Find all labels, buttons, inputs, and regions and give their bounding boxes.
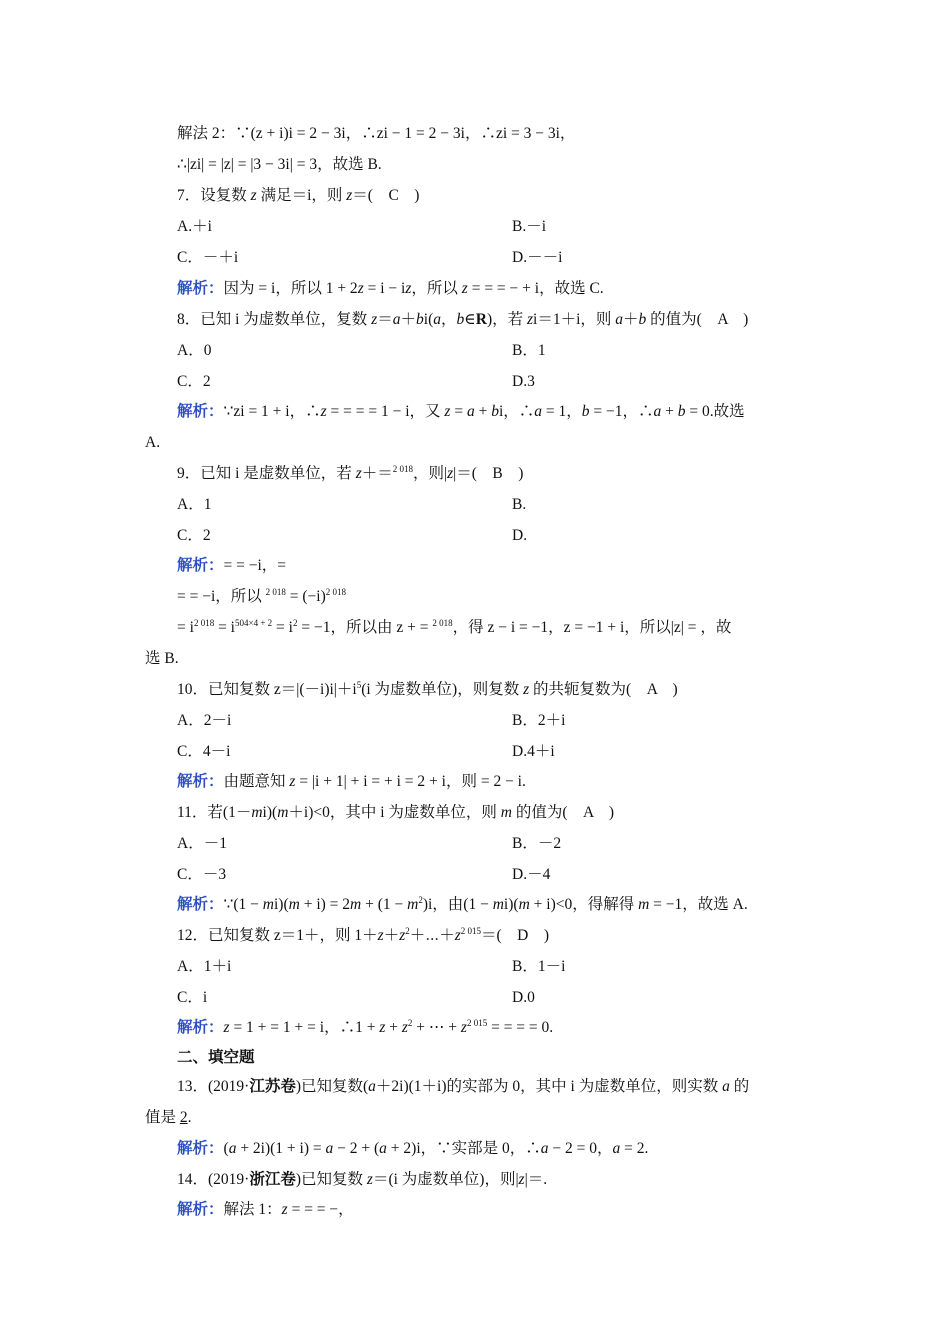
solution-label: 解析： bbox=[177, 280, 224, 297]
solution-label: 解析： bbox=[177, 896, 224, 913]
option-c: C．4－i bbox=[177, 743, 231, 760]
question-8-solution: 解析：∵zi = 1 + i，∴z = = = = 1 − i，又 z = a + bi，∴a = 1，b = −1，∴a + b = 0.故选 bbox=[177, 403, 745, 420]
option-c: C．2 bbox=[177, 527, 211, 544]
option-c: C．2 bbox=[177, 373, 211, 390]
question-13-stem: 13．(2019·江苏卷)已知复数(a＋2i)(1＋i)的实部为 0，其中 i 为虚数单位，则实数 a 的 bbox=[177, 1078, 750, 1095]
option-a: A．1＋i bbox=[177, 958, 232, 975]
solution-label: 解析： bbox=[177, 1140, 224, 1157]
option-a: A.＋i bbox=[177, 218, 212, 235]
option-b: B．－2 bbox=[512, 835, 562, 852]
question-10-stem: 10．已知复数 $z=|(-i)i|+i^5(i$ 为虚数单位)，则复数 z 的共轭复数为( A ) bbox=[177, 680, 678, 698]
question-8-stem: 8．已知 i 为虚数单位，复数 z＝a＋bi(a，b∈R)，若 zi＝1＋i，则 a＋b 的值为( A ) bbox=[177, 311, 749, 328]
option-d: D.－4 bbox=[512, 866, 551, 883]
option-b: B. bbox=[512, 496, 527, 513]
option-c: C．i bbox=[177, 989, 208, 1006]
question-14-stem: 14．(2019·浙江卷)已知复数 z＝(i 为虚数单位)，则|z|＝. bbox=[177, 1171, 548, 1188]
question-14-solution: 解析：解法 1：z = = = −， bbox=[177, 1201, 354, 1218]
option-a: A．1 bbox=[177, 496, 212, 513]
question-13-solution: 解析：(a + 2i)(1 + i) = a − 2 + (a + 2)i，∵实部是 0，∴a − 2 = 0，a = 2. bbox=[177, 1140, 649, 1157]
option-d: D.3 bbox=[512, 373, 535, 390]
option-d: D.0 bbox=[512, 989, 535, 1006]
solution-label: 解析： bbox=[177, 403, 224, 420]
option-b: B.－i bbox=[512, 218, 547, 235]
text-line: = $i^{2 018} = i^{504\times 4 + 2} = i^2 = -1$，所以由 z + = $^{2 018}$，得 z − i = −1，z = −1 + i，所以|z| = ，故 bbox=[177, 618, 732, 636]
option-b: B．2＋i bbox=[512, 712, 566, 729]
question-11-solution: 解析：∵(1 − $mi)(m + i) = 2m + (1 - m^2)i$，由(1 − mi)(m + i)<0，得解得 m = −1，故选 A. bbox=[177, 895, 748, 913]
section-title: 二、填空题 bbox=[177, 1049, 255, 1066]
question-10-solution: 解析：由题意知 z = |i + 1| + i = + i = 2 + i，则 = 2 − i. bbox=[177, 773, 526, 790]
solution-label: 解析： bbox=[177, 1019, 224, 1036]
text-line: A. bbox=[145, 434, 161, 451]
question-9-solution: 解析：= = −i，= bbox=[177, 557, 287, 574]
option-b: B．1－i bbox=[512, 958, 566, 975]
option-a: A．2－i bbox=[177, 712, 232, 729]
question-7-solution: 解析：因为 = i，所以 1 + 2z = i − iz，所以 z = = = − + i，故选 C. bbox=[177, 280, 604, 297]
option-c: C．－＋i bbox=[177, 249, 239, 266]
question-12-solution: 解析：z = 1 + = 1 + = i，∴1 + $z + z^2$ + ⋯ + $z^{2 015}$ = = = = 0. bbox=[177, 1018, 554, 1036]
answer-blank: 2 bbox=[179, 1109, 188, 1126]
solution-label: 解析： bbox=[177, 1201, 224, 1218]
option-a: A．0 bbox=[177, 342, 212, 359]
option-a: A．－1 bbox=[177, 835, 227, 852]
question-11-stem: 11．若(1－mi)(m＋i)<0，其中 i 为虚数单位，则 m 的值为( A ) bbox=[177, 804, 615, 821]
question-9-stem: 9．已知 i 是虚数单位，若 z＋＝$^{2 018}$，则|z|＝( B ) bbox=[177, 464, 524, 482]
text-line: = = −i，所以 $^{2 018} = (-i)^{2 018}$ bbox=[177, 587, 347, 605]
option-d: D. bbox=[512, 527, 528, 544]
option-b: B．1 bbox=[512, 342, 546, 359]
text-line: 解法 2：∵(z + i)i = 2 − 3i，∴zi − 1 = 2 − 3i，∴zi = 3 − 3i， bbox=[177, 125, 576, 142]
option-d: D.－－i bbox=[512, 249, 563, 266]
text-line: 选 B. bbox=[145, 650, 179, 667]
question-7-stem: 7．设复数 z 满足＝i，则 z＝( C ) bbox=[177, 187, 420, 204]
text-line: 值是 2. bbox=[145, 1109, 192, 1126]
question-12-stem: 12．已知复数 z＝1＋，则 $1+z+z^2+\cdots+z^{2 015}=$( D ) bbox=[177, 926, 550, 944]
solution-label: 解析： bbox=[177, 773, 224, 790]
option-c: C．－3 bbox=[177, 866, 227, 883]
option-d: D.4＋i bbox=[512, 743, 555, 760]
solution-label: 解析： bbox=[177, 557, 224, 574]
text-line: ∴|zi| = |z| = |3 − 3i| = 3，故选 B. bbox=[177, 156, 382, 173]
